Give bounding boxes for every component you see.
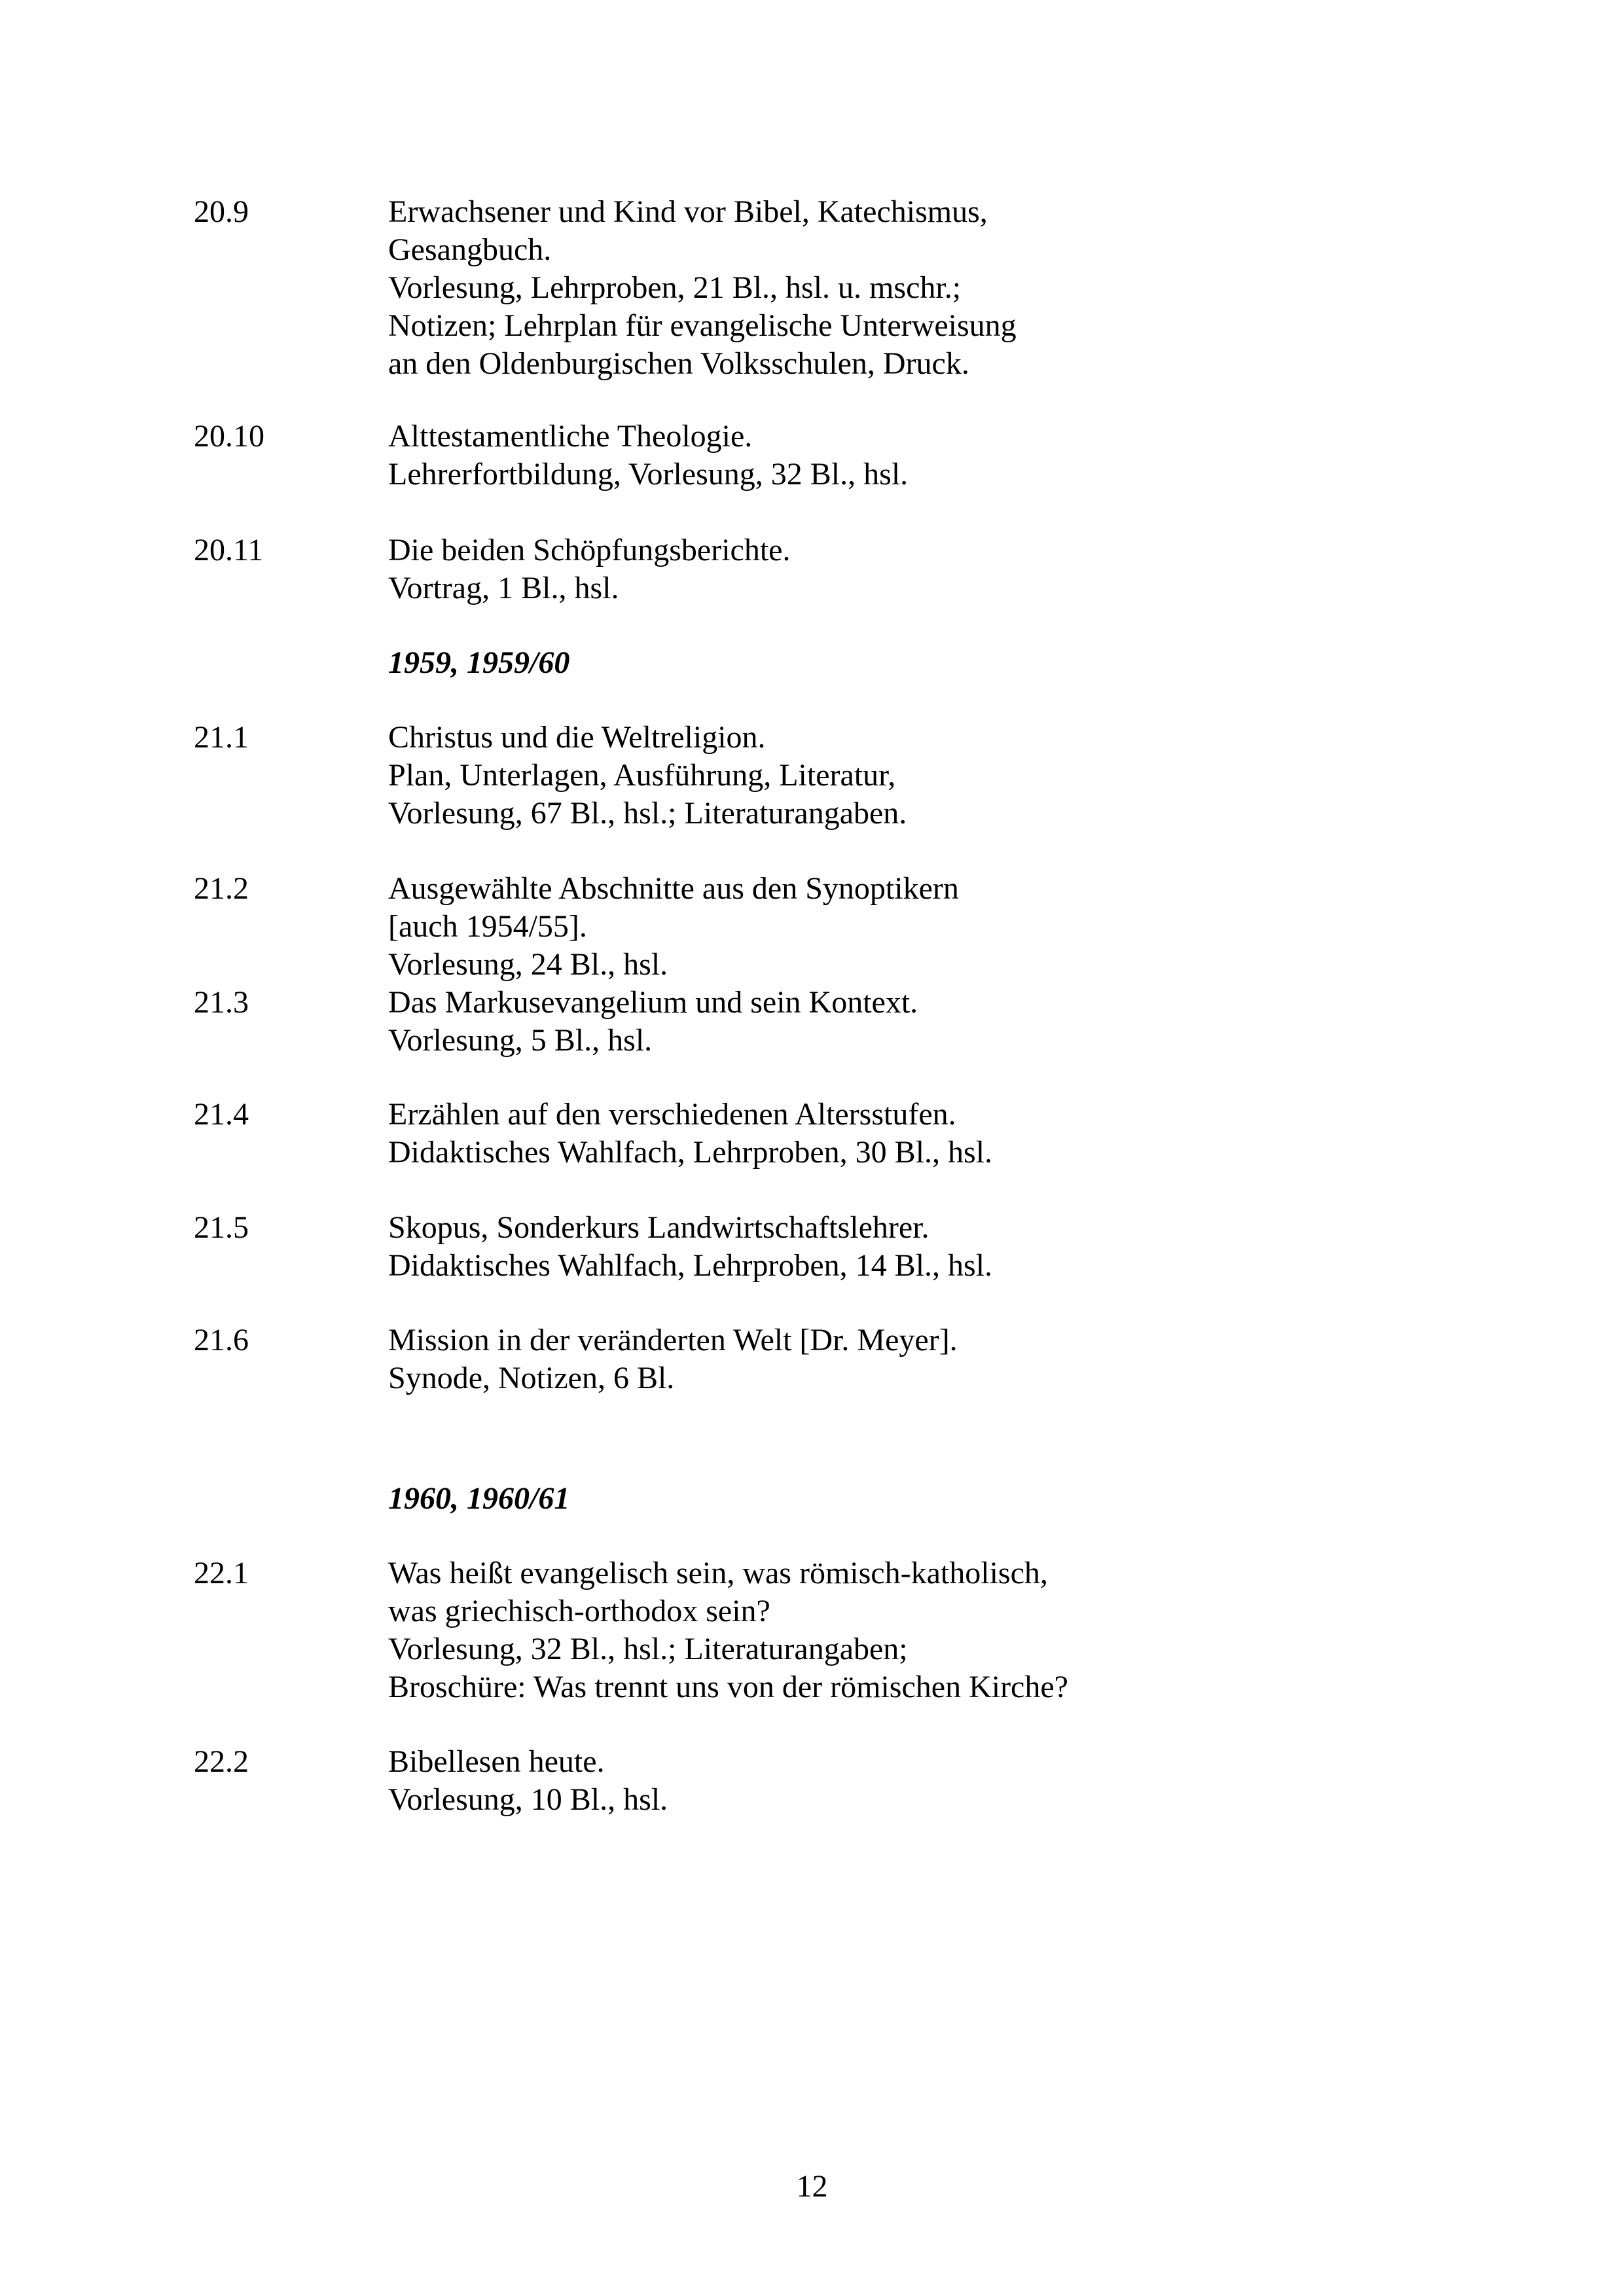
- entry-line: Vorlesung, 32 Bl., hsl.; Literaturangaben;: [388, 1632, 908, 1666]
- entry-description: [388, 1321, 1501, 1397]
- entry-number: 20.10: [194, 419, 264, 454]
- year-heading-text: 1960, 1960/61: [388, 1481, 570, 1516]
- entry-description: [388, 719, 1501, 833]
- entry-line: Ausgewählte Abschnitte aus den Synoptikern: [388, 871, 959, 906]
- entry-line: Didaktisches Wahlfach, Lehrproben, 14 Bl., hsl.: [388, 1248, 993, 1283]
- entry-line: Christus und die Weltreligion.: [388, 720, 766, 755]
- entry-line: Bibellesen heute.: [388, 1744, 605, 1779]
- entry-description: [388, 870, 1501, 984]
- entry-line: was griechisch-orthodox sein?: [388, 1594, 770, 1628]
- entry-line: Erwachsener und Kind vor Bibel, Katechismus,: [388, 194, 988, 229]
- entry-description: [388, 1554, 1501, 1706]
- entry-description: [388, 1743, 1501, 1819]
- entry-line: Alttestamentliche Theologie.: [388, 419, 753, 454]
- entry-description: [388, 1096, 1501, 1172]
- entry-description: [388, 1209, 1501, 1285]
- entry-line: Vorlesung, Lehrproben, 21 Bl., hsl. u. mschr.;: [388, 270, 962, 305]
- year-heading-text: 1959, 1959/60: [388, 645, 570, 680]
- entry-line: Mission in der veränderten Welt [Dr. Meyer].: [388, 1323, 958, 1357]
- entry-number: 21.1: [194, 720, 249, 755]
- entry-number: 22.1: [194, 1556, 249, 1590]
- entry-line: Vorlesung, 5 Bl., hsl.: [388, 1023, 653, 1058]
- page-number: 12: [796, 2169, 828, 2204]
- entry-number: 22.2: [194, 1744, 249, 1779]
- entry-line: Das Markusevangelium und sein Kontext.: [388, 985, 918, 1020]
- entry-description: [388, 193, 1501, 383]
- entry-line: Skopus, Sonderkurs Landwirtschaftslehrer.: [388, 1210, 929, 1245]
- entry-line: Plan, Unterlagen, Ausführung, Literatur,: [388, 758, 896, 793]
- entry-line: Synode, Notizen, 6 Bl.: [388, 1361, 675, 1395]
- entry-line: Broschüre: Was trennt uns von der römischen Kirche?: [388, 1670, 1068, 1704]
- entry-number: 21.2: [194, 871, 249, 906]
- entry-line: an den Oldenburgischen Volksschulen, Druck.: [388, 346, 969, 381]
- entry-number: 21.6: [194, 1323, 249, 1357]
- entry-line: Gesangbuch.: [388, 232, 552, 267]
- entry-line: Notizen; Lehrplan für evangelische Unterweisung: [388, 308, 1017, 343]
- entry-number: 21.4: [194, 1097, 249, 1132]
- entry-line: Lehrerfortbildung, Vorlesung, 32 Bl., hsl.: [388, 457, 909, 492]
- entry-number: 20.11: [194, 533, 264, 567]
- entry-line: Vortrag, 1 Bl., hsl.: [388, 571, 619, 605]
- entry-description: [388, 531, 1501, 607]
- entry-line: Vorlesung, 24 Bl., hsl.: [388, 947, 668, 982]
- entry-line: Die beiden Schöpfungsberichte.: [388, 533, 791, 567]
- entry-line: [auch 1954/55].: [388, 909, 587, 944]
- entry-line: Didaktisches Wahlfach, Lehrproben, 30 Bl., hsl.: [388, 1135, 993, 1170]
- entry-number: 21.3: [194, 985, 249, 1020]
- entry-line: Erzählen auf den verschiedenen Altersstufen.: [388, 1097, 956, 1132]
- entry-number: 21.5: [194, 1210, 249, 1245]
- entry-line: Vorlesung, 10 Bl., hsl.: [388, 1782, 668, 1817]
- entry-description: [388, 418, 1501, 493]
- entry-number: 20.9: [194, 194, 249, 229]
- entry-line: Was heißt evangelisch sein, was römisch-katholisch,: [388, 1556, 1048, 1590]
- entry-description: [388, 984, 1501, 1060]
- entry-line: Vorlesung, 67 Bl., hsl.; Literaturangaben.: [388, 796, 907, 831]
